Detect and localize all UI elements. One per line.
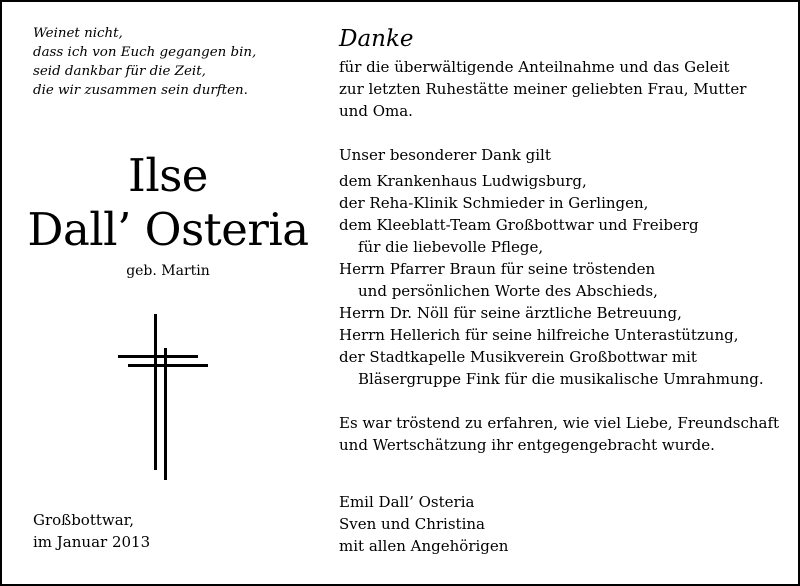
first-name: Ilse <box>128 149 208 202</box>
closing-line: Es war tröstend zu erfahren, wie viel Liebe, Freundschaft <box>339 414 780 432</box>
thanks-intro-line: und Oma. <box>339 102 413 120</box>
maiden-name: geb. Martin <box>126 263 210 279</box>
special-thanks-line: der Reha-Klinik Schmieder in Gerlingen, <box>339 194 649 212</box>
poem-line: seid dankbar für die Zeit, <box>33 64 206 79</box>
cross-icon <box>118 314 208 480</box>
special-thanks-line: Bläsergruppe Fink für die musikalische Umrahmung. <box>358 370 764 388</box>
signer-line: mit allen Angehörigen <box>339 537 509 555</box>
special-thanks-list <box>339 170 784 390</box>
signers <box>339 491 508 557</box>
last-name: Dall’ Osteria <box>27 203 309 256</box>
thanks-section <box>339 26 784 456</box>
special-thanks-line: dem Krankenhaus Ludwigsburg, <box>339 172 587 190</box>
thanks-intro-line: für die überwältigende Anteilnahme und das Geleit <box>339 58 730 76</box>
place: Großbottwar, <box>33 511 134 529</box>
special-thanks-line: für die liebevolle Pflege, <box>358 238 544 256</box>
special-thanks-line: Herrn Hellerich für seine hilfreiche Unterastützung, <box>339 326 739 344</box>
special-thanks-line: der Stadtkapelle Musikverein Großbottwar mit <box>339 348 697 366</box>
thanks-intro-line: zur letzten Ruhestätte meiner geliebten Frau, Mutter <box>339 80 747 98</box>
special-thanks-heading: Unser besonderer Dank gilt <box>339 146 551 164</box>
poem-line: die wir zusammen sein durften. <box>33 83 248 98</box>
poem-line: Weinet nicht, <box>33 26 123 41</box>
closing-line: und Wertschätzung ihr entgegengebracht wurde. <box>339 436 715 454</box>
poem-line: dass ich von Euch gegangen bin, <box>33 45 257 60</box>
special-thanks-line: und persönlichen Worte des Abschieds, <box>358 282 658 300</box>
special-thanks-line: Herrn Pfarrer Braun für seine tröstenden <box>339 260 656 278</box>
place-date <box>33 509 150 553</box>
date: im Januar 2013 <box>33 533 151 551</box>
special-thanks-line: dem Kleeblatt-Team Großbottwar und Freiberg <box>339 216 699 234</box>
special-thanks-line: Herrn Dr. Nöll für seine ärztliche Betreuung, <box>339 304 682 322</box>
thanks-heading: Danke <box>339 26 414 52</box>
poem <box>33 24 256 100</box>
signer-line: Sven und Christina <box>339 515 485 533</box>
signer-line: Emil Dall’ Osteria <box>339 493 475 511</box>
